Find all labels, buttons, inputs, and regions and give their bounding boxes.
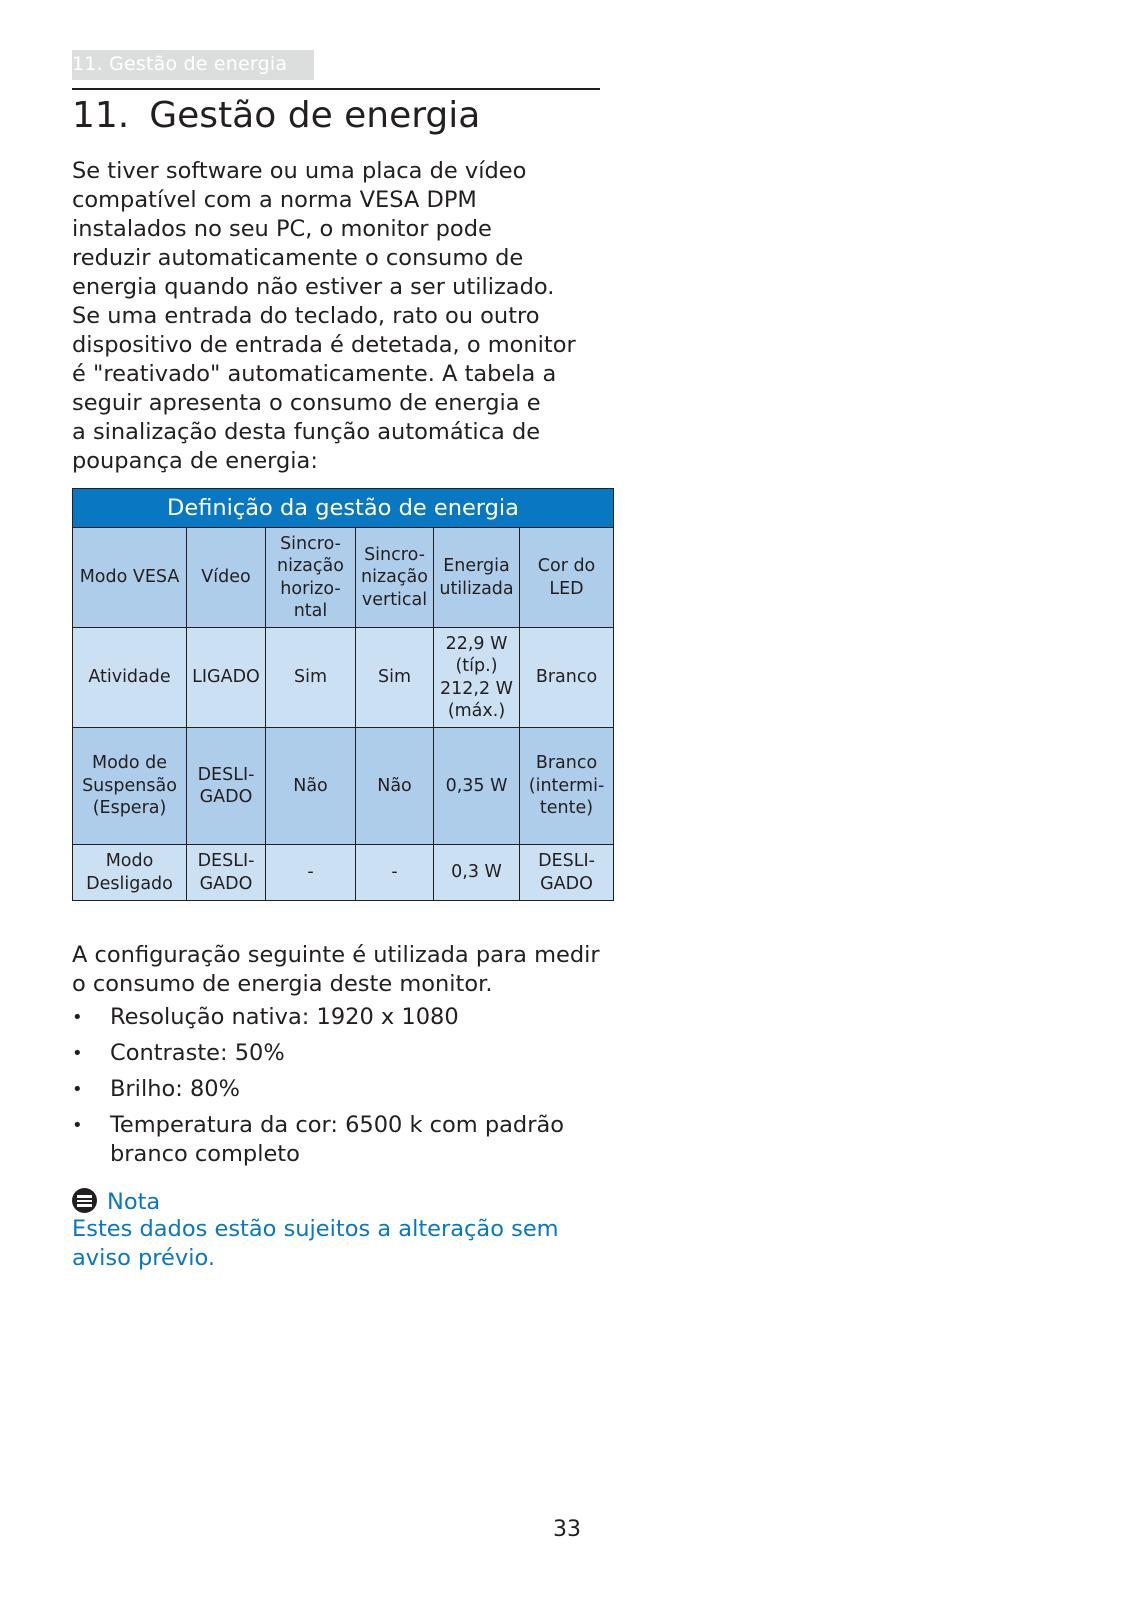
table-cell: DESLI- GADO (520, 845, 614, 901)
header-rule (72, 88, 600, 90)
table-cell: 22,9 W (típ.) 212,2 W (máx.) (434, 628, 520, 728)
list-item-text: Brilho: 80% (110, 1076, 240, 1102)
chapter-title-text: Gestão de energia (149, 95, 481, 136)
chapter-number: 11. (72, 95, 130, 136)
table-cell: LIGADO (187, 628, 266, 728)
bullet-marker: • (72, 1007, 83, 1028)
power-management-table (72, 488, 613, 901)
table-row (73, 628, 614, 728)
table-cell: - (266, 845, 356, 901)
list-item-text: Contraste: 50% (110, 1040, 285, 1066)
list-item (72, 1039, 632, 1068)
intro-paragraph: Se tiver software ou uma placa de vídeo compatível com a norma VESA DPM instalados no seu PC, o monitor pode reduzir automaticamente o consumo de energia quando não estiver a ser utilizado. Se uma entrada do teclado, rato ou outro dispositivo de entrada é detetada, o monitor é "reativado" automaticamente. A tabela a seguir apresenta o consumo de energia e a sinalização desta função automática de poupança de energia: (72, 158, 576, 474)
table-cell: Atividade (73, 628, 187, 728)
table-caption: Definição da gestão de energia (73, 489, 614, 528)
table-cell: Não (266, 728, 356, 845)
measurement-settings-list (72, 1003, 632, 1176)
table-row (73, 728, 614, 845)
table-cell: Não (356, 728, 434, 845)
table-cell: DESLI- GADO (187, 728, 266, 845)
note-text: Estes dados estão sujeitos a alteração sem aviso prévio. (72, 1216, 559, 1271)
list-item (72, 1003, 632, 1032)
table-cell: Branco (intermi- tente) (520, 728, 614, 845)
table-cell: 0,3 W (434, 845, 520, 901)
table-cell: Modo Desligado (73, 845, 187, 901)
table-header-row (73, 528, 614, 628)
table-cell: 0,35 W (434, 728, 520, 845)
header-v-sync: Sincro- nização vertical (356, 528, 434, 628)
table-cell: Sim (266, 628, 356, 728)
bullet-marker: • (72, 1115, 83, 1136)
note-heading-text: Nota (107, 1189, 161, 1215)
bullet-marker: • (72, 1079, 83, 1100)
header-power-used: Energia utilizada (434, 528, 520, 628)
note-heading (72, 1187, 160, 1217)
page-number: 33 (553, 1517, 581, 1542)
table-cell: Branco (520, 628, 614, 728)
list-item (72, 1111, 632, 1169)
table-cell: DESLI- GADO (187, 845, 266, 901)
table-cell: Modo de Suspensão (Espera) (73, 728, 187, 845)
list-item-text: Resolução nativa: 1920 x 1080 (110, 1004, 459, 1030)
list-item-text: Temperatura da cor: 6500 k com padrão branco completo (110, 1112, 565, 1167)
table-row (73, 845, 614, 901)
running-header: 11. Gestão de energia (72, 50, 314, 80)
measurement-setup-text: A configuração seguinte é utilizada para medir o consumo de energia deste monitor. (72, 942, 600, 997)
header-video: Vídeo (187, 528, 266, 628)
header-led-color: Cor do LED (520, 528, 614, 628)
bullet-marker: • (72, 1043, 83, 1064)
table-cell: - (356, 845, 434, 901)
table-cell: Sim (356, 628, 434, 728)
header-h-sync: Sincro- nização horizo- ntal (266, 528, 356, 628)
chapter-title (72, 91, 480, 141)
header-vesa-mode: Modo VESA (73, 528, 187, 628)
list-item (72, 1075, 632, 1104)
note-icon (72, 1188, 97, 1213)
